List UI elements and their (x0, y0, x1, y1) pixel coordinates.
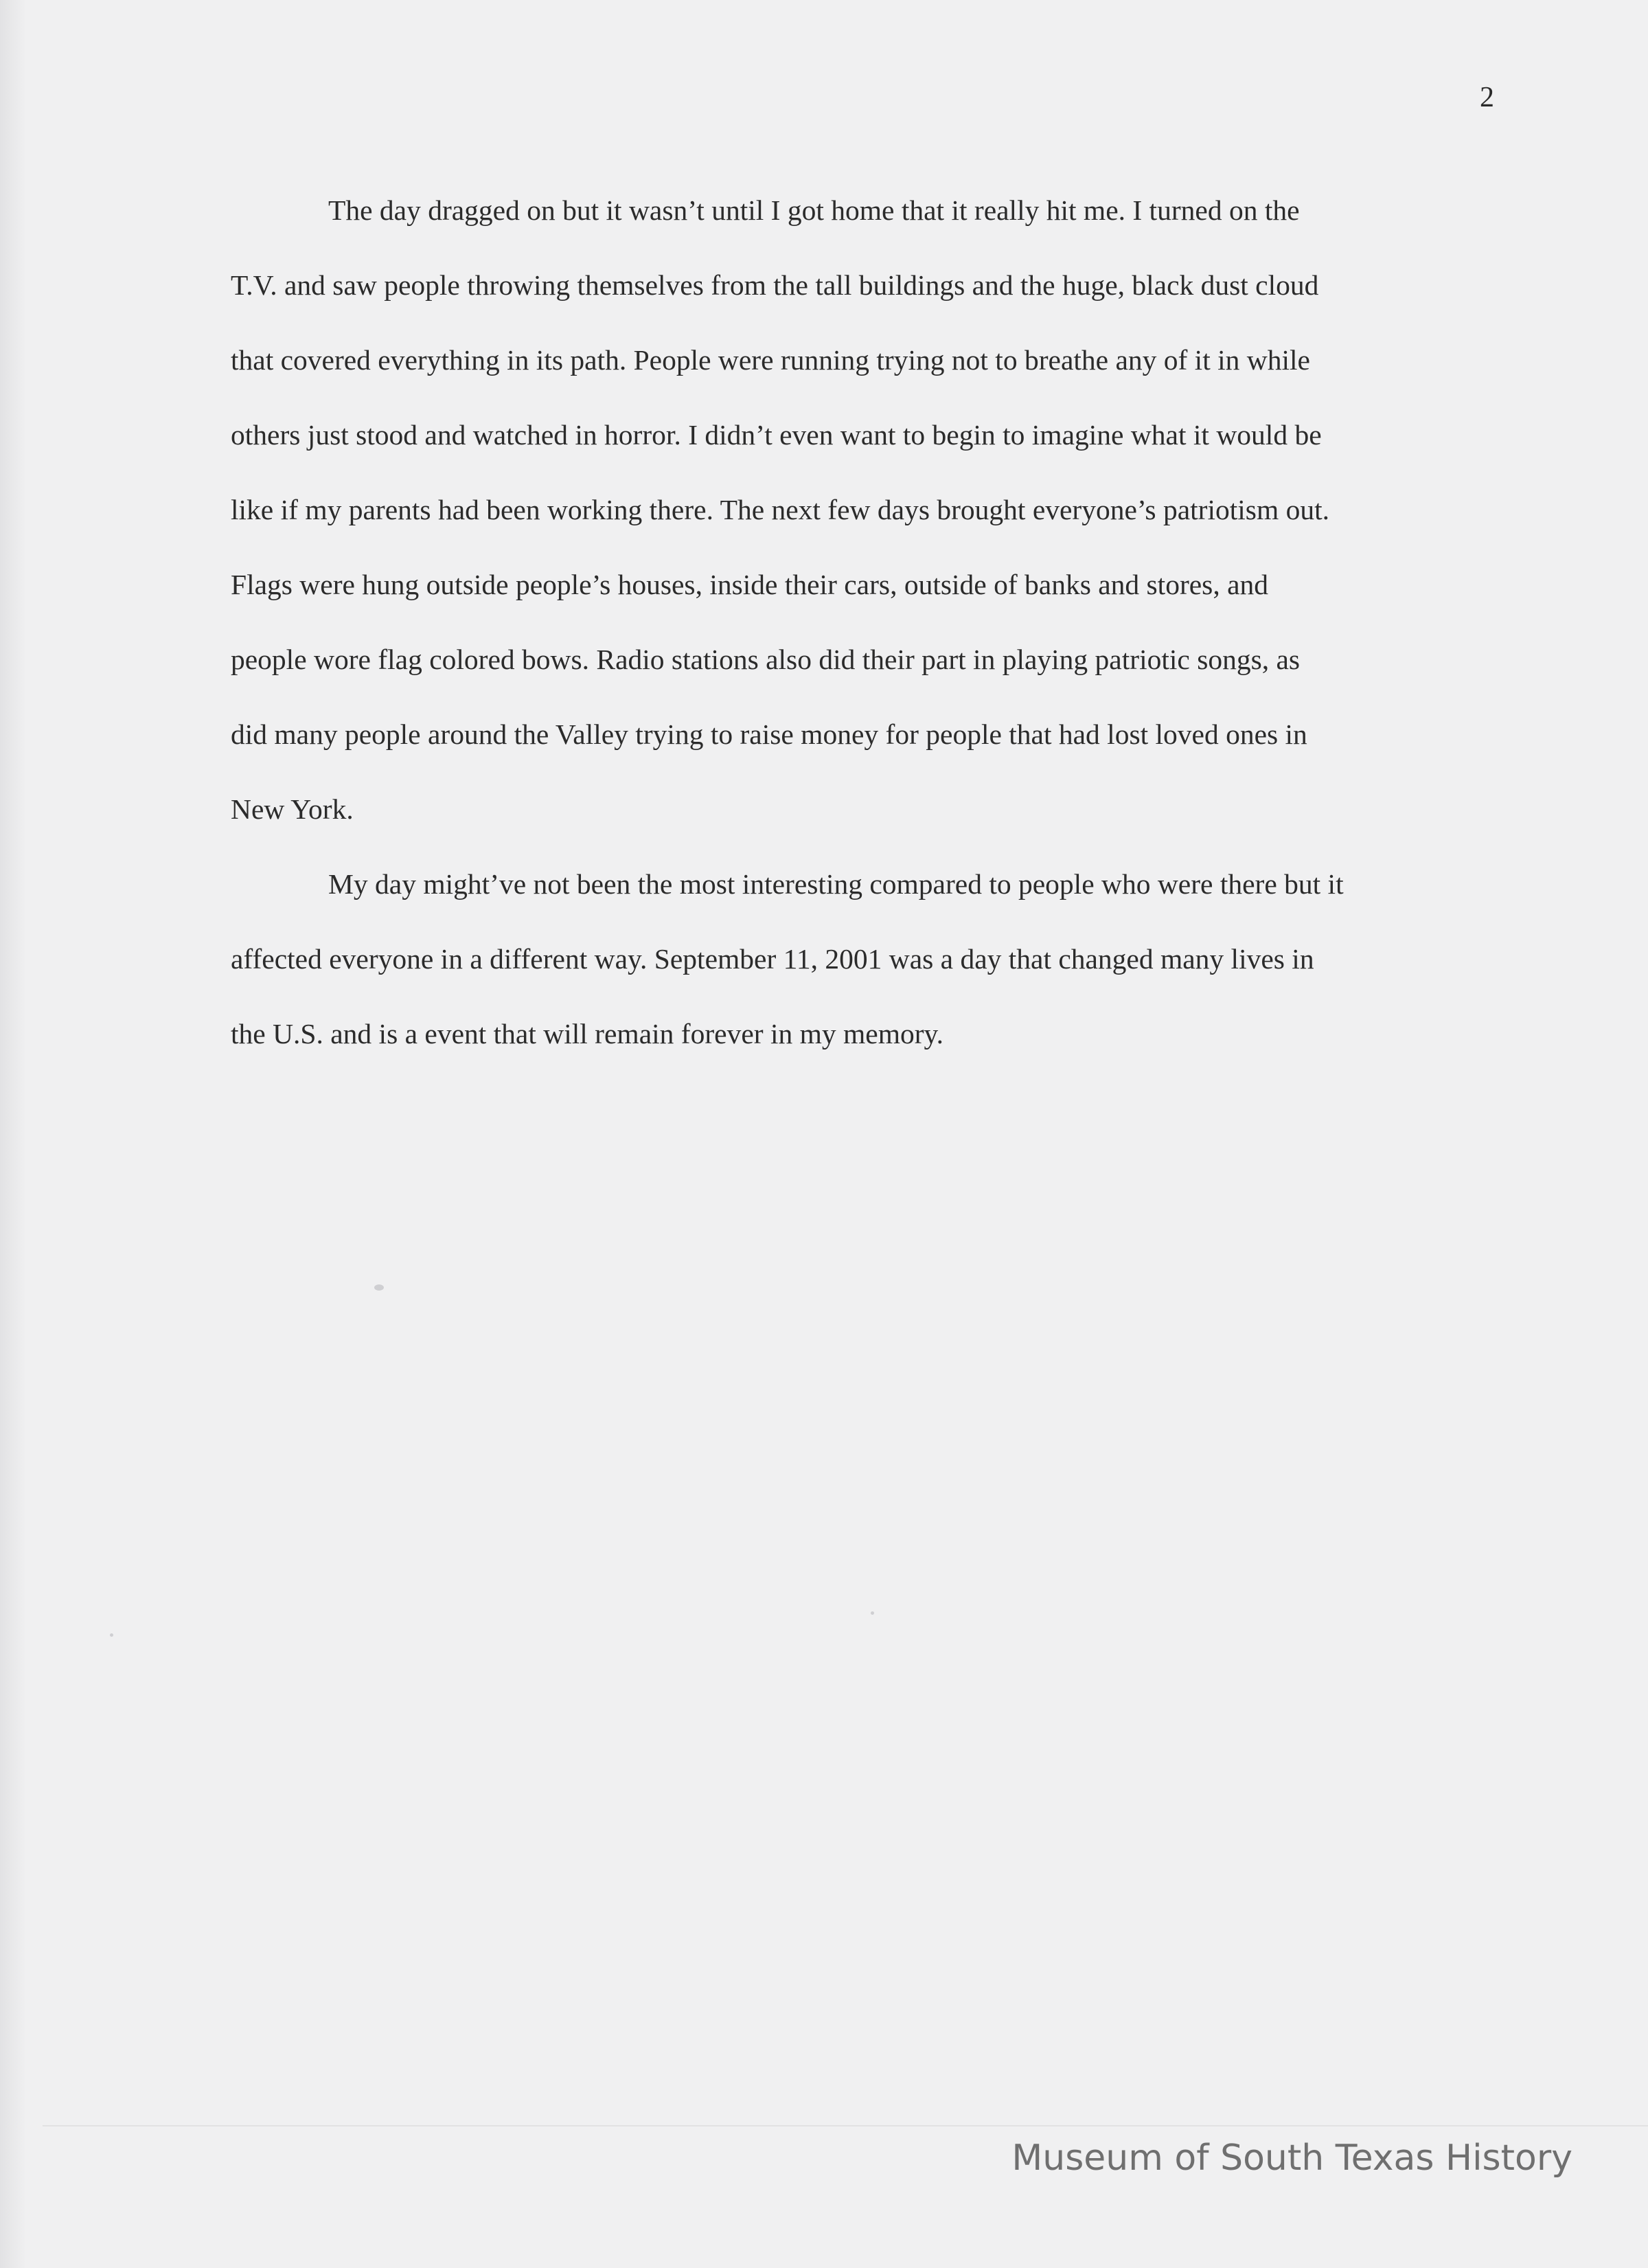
paragraph-1-line-3: that covered everything in its path. People were running trying not to breathe any of it in while (231, 344, 1310, 376)
paragraph-1-line-9: New York. (231, 793, 354, 825)
paragraph-2-line-3: the U.S. and is a event that will remain forever in my memory. (231, 1018, 943, 1050)
scan-edge-shadow (0, 0, 25, 2268)
paragraph-1-line-4: others just stood and watched in horror. I didn’t even want to begin to imagine what it would be (231, 419, 1322, 451)
essay-body (231, 173, 1487, 1071)
paragraph-1-line-8: did many people around the Valley trying to raise money for people that had lost loved ones in (231, 718, 1307, 750)
paragraph-1-line-5: like if my parents had been working there. The next few days brought everyone’s patriotism out. (231, 494, 1330, 525)
page-number: 2 (1480, 82, 1494, 113)
museum-watermark: Museum of South Texas History (1011, 2137, 1572, 2179)
paragraph-2-line-2: affected everyone in a different way. September 11, 2001 was a day that changed many lives in (231, 943, 1314, 975)
footer-divider (43, 2125, 1648, 2127)
paragraph-2-line-1: My day might’ve not been the most interesting compared to people who were there but it (328, 868, 1344, 900)
scan-speck (871, 1611, 874, 1615)
paragraph-1-line-7: people wore flag colored bows. Radio stations also did their part in playing patriotic songs, as (231, 644, 1301, 675)
paragraph-1-line-1: The day dragged on but it wasn’t until I got home that it really hit me. I turned on the (328, 194, 1300, 226)
paragraph-1-line-2: T.V. and saw people throwing themselves from the tall buildings and the huge, black dust cloud (231, 269, 1319, 301)
scan-speck (374, 1284, 384, 1291)
scan-speck (110, 1633, 113, 1637)
paragraph-1-line-6: Flags were hung outside people’s houses, inside their cars, outside of banks and stores, and (231, 569, 1269, 600)
